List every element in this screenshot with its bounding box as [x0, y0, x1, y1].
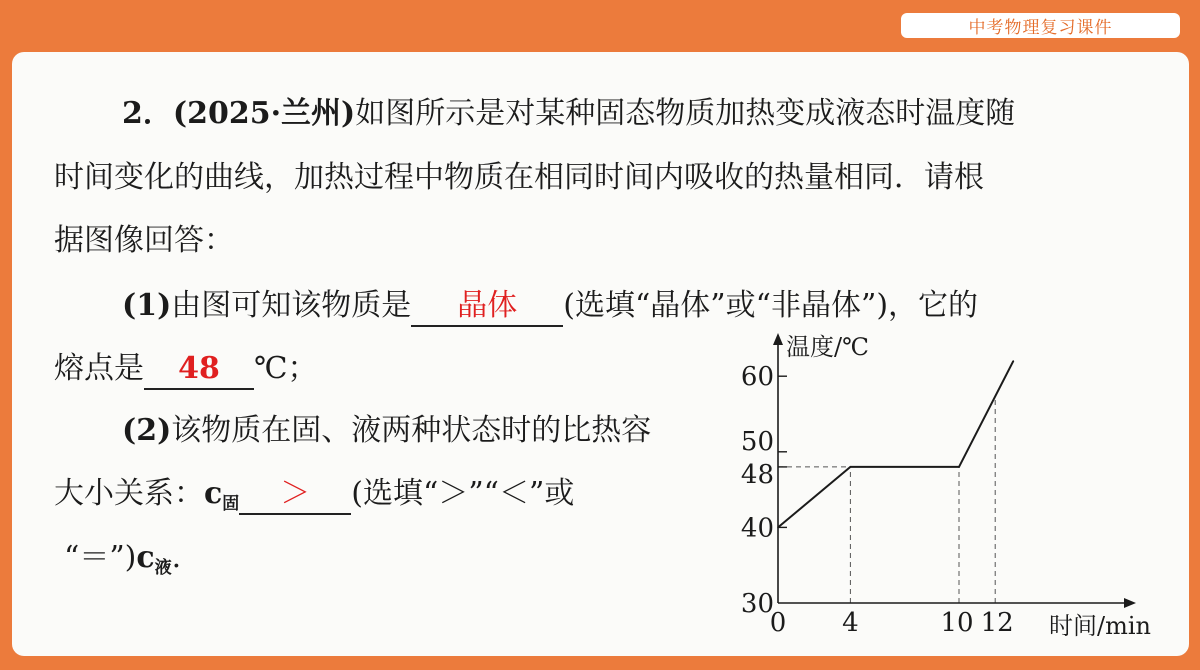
y-tick-label-30: 30	[740, 589, 774, 619]
x-tick-label-0: 0	[769, 608, 787, 638]
y-tick-label-48: 48	[740, 459, 774, 490]
data-point-0-1	[850, 466, 852, 468]
part1-label: (1)	[122, 288, 172, 323]
y-axis-label: 温度/℃	[786, 333, 869, 361]
y-tick-label-50: 50	[740, 426, 774, 457]
c-symbol-liquid: c	[136, 540, 155, 575]
question-source: (2025·兰州)	[172, 96, 356, 131]
question-line-2: 时间变化的曲线，加热过程中物质在相同时间内吸收的热量相同．请根	[54, 160, 984, 195]
part1-text-b: (选填“晶体”或“非晶体”)，它的	[563, 288, 979, 323]
part1-text-c: 熔点是	[54, 351, 144, 386]
question-stem-1: 如图所示是对某种固态物质加热变成液态时温度随	[355, 96, 1016, 131]
answer-blank-comparison: ＞	[239, 477, 351, 515]
x-tick-label-10: 10	[940, 608, 974, 638]
part1-text-a: 由图可知该物质是	[171, 288, 412, 323]
part2-label: (2)	[122, 413, 172, 448]
part2-end: .	[171, 540, 182, 575]
data-point-0-2	[958, 466, 960, 468]
part2-text-c: (选填“＞”“＜”或	[351, 476, 575, 511]
x-tick-label-12: 12	[980, 608, 1014, 638]
data-point-0-0	[777, 527, 779, 529]
y-axis-arrow	[773, 333, 783, 345]
part2-text-a: 该物质在固、液两种状态时的比热容	[171, 413, 652, 448]
course-badge: 中考物理复习课件	[901, 13, 1180, 38]
series-line-0	[778, 361, 1013, 527]
question-number: 2．	[122, 96, 173, 131]
x-axis-label: 时间/min	[1049, 612, 1151, 640]
y-tick-label-60: 60	[740, 362, 774, 393]
part1-text-d: ℃；	[254, 351, 318, 386]
data-point-0-3	[1013, 360, 1015, 362]
chart-ticks	[741, 362, 1014, 638]
c-subscript-liquid: 液	[154, 558, 172, 578]
answer-blank-melting-point: 48	[144, 352, 254, 390]
c-symbol-solid: c	[204, 476, 223, 511]
x-tick-label-4: 4	[842, 608, 859, 638]
c-subscript-solid: 固	[222, 494, 240, 514]
part2-text-d: “＝”)	[64, 540, 137, 575]
answer-blank-crystal: 晶体	[411, 289, 563, 327]
question-line-3: 据图像回答：	[54, 223, 234, 258]
y-tick-label-40: 40	[740, 513, 774, 544]
x-axis-arrow	[1124, 598, 1136, 608]
part2-text-b: 大小关系：	[54, 476, 204, 511]
chart-series	[777, 360, 1014, 528]
